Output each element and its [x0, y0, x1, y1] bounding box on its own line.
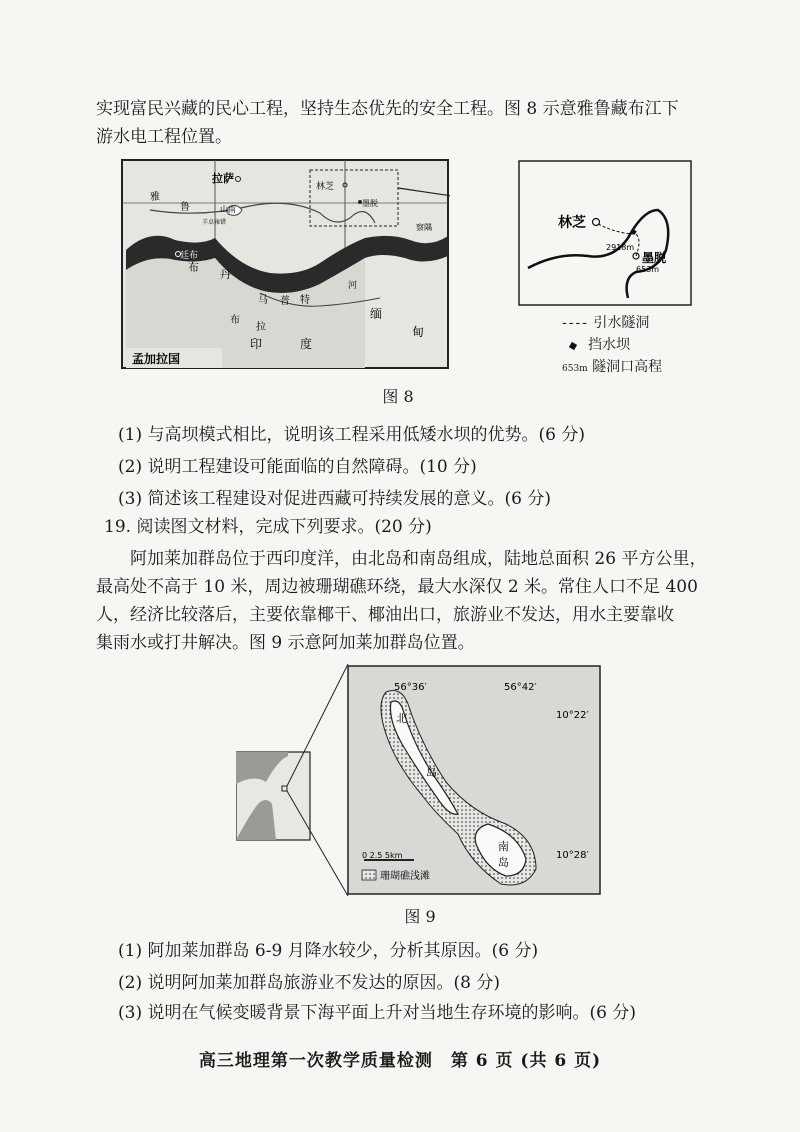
- label-te: 特: [300, 295, 310, 306]
- q18-2: (2) 说明工程建设可能面临的自然障碍。(10 分): [118, 457, 477, 477]
- legend-reef-label: 珊瑚礁浅滩: [380, 871, 430, 882]
- label-south-2: 岛: [498, 856, 509, 869]
- label-motuo: 墨脱: [362, 199, 378, 208]
- figure-8-inset: [518, 160, 692, 306]
- label-dian: 甸: [412, 325, 425, 339]
- q19-1: (1) 阿加莱加群岛 6-9 月降水较少，分析其原因。(6 分): [118, 941, 539, 961]
- label-yin: 印: [250, 337, 263, 351]
- label-ma: 马: [258, 295, 268, 306]
- q18-1: (1) 与高坝模式相比，说明该工程采用低矮水坝的优势。(6 分): [118, 425, 585, 445]
- label-bu2: 布: [230, 315, 240, 326]
- label-south-1: 南: [498, 840, 509, 853]
- label-bu: 布: [188, 261, 199, 274]
- figure-8-caption: 图 8: [382, 387, 414, 406]
- label-lasa: 拉萨: [212, 172, 234, 185]
- label-lon2: 56°42′: [504, 682, 537, 693]
- q19-para-4: 集雨水或打井解决。图 9 示意阿加莱加群岛位置。: [96, 633, 475, 653]
- label-lon1: 56°36′: [394, 682, 427, 693]
- label-he: 河: [348, 281, 358, 291]
- label-north: 北: [396, 712, 407, 725]
- label-lu: 鲁: [180, 202, 190, 213]
- q19-para-2: 最高处不高于 10 米，周边被珊瑚礁环绕，最大水深仅 2 米。常住人口不足 400: [96, 577, 698, 597]
- label-chayu: 察隅: [416, 223, 432, 232]
- legend-reef-swatch: [362, 870, 376, 880]
- label-dao: 岛: [426, 766, 437, 779]
- label-la: 拉: [256, 322, 266, 333]
- inset-motuo: 墨脱: [642, 251, 667, 265]
- q18-3: (3) 简述该工程建设对促进西藏可持续发展的意义。(6 分): [118, 489, 551, 509]
- label-du: 度: [300, 337, 313, 351]
- figure-9-map: [236, 664, 602, 896]
- legend-dam: 挡水坝: [562, 334, 702, 356]
- q19-para-1: 阿加莱加群岛位于西印度洋，由北岛和南岛组成，陆地总面积 26 平方公里，: [130, 549, 707, 569]
- intro-line-2: 游水电工程位置。: [96, 127, 232, 147]
- label-mian: 缅: [370, 307, 383, 321]
- legend-tunnel: ---- 引水隧洞: [562, 315, 650, 331]
- label-tabu: 廷布: [180, 251, 199, 261]
- page-footer: 高三地理第一次教学质量检测 第 6 页 (共 6 页): [198, 1051, 602, 1071]
- label-lat2: 10°28′: [556, 850, 589, 861]
- figure-8-legend: [562, 312, 702, 380]
- legend-elevation: 653m 隧洞口高程: [562, 359, 663, 375]
- q19-title: 19. 阅读图文材料，完成下列要求。(20 分): [104, 517, 432, 537]
- figure-9-caption: 图 9: [404, 907, 436, 926]
- q19-para-3: 人，经济比较落后，主要依靠椰干、椰油出口，旅游业不发达，用水主要靠收: [96, 605, 674, 625]
- label-dan: 丹: [220, 268, 231, 281]
- figure-8-map: [120, 158, 450, 370]
- label-ya: 雅: [150, 192, 160, 203]
- label-bangladesh: 孟加拉国: [132, 352, 181, 366]
- label-lat1: 10°22′: [556, 710, 589, 721]
- label-shannan: 山南: [220, 205, 236, 214]
- label-pu: 普: [280, 296, 290, 307]
- inset-elev-1: 2918m: [606, 243, 635, 252]
- q19-2: (2) 说明阿加莱加群岛旅游业不发达的原因。(8 分): [118, 973, 500, 993]
- label-yamdrok: 羊卓雍错: [202, 219, 227, 226]
- q19-3: (3) 说明在气候变暖背景下海平面上升对当地生存环境的影响。(6 分): [118, 1003, 636, 1023]
- inset-elev-2: 653m: [636, 265, 660, 274]
- label-linzhi: 林芝: [316, 182, 335, 192]
- scale-label: 0 2.5 5km: [362, 851, 403, 860]
- intro-line-1: 实现富民兴藏的民心工程，坚持生态优先的安全工程。图 8 示意雅鲁藏布江下: [96, 99, 679, 119]
- inset-linzhi: 林芝: [558, 215, 586, 231]
